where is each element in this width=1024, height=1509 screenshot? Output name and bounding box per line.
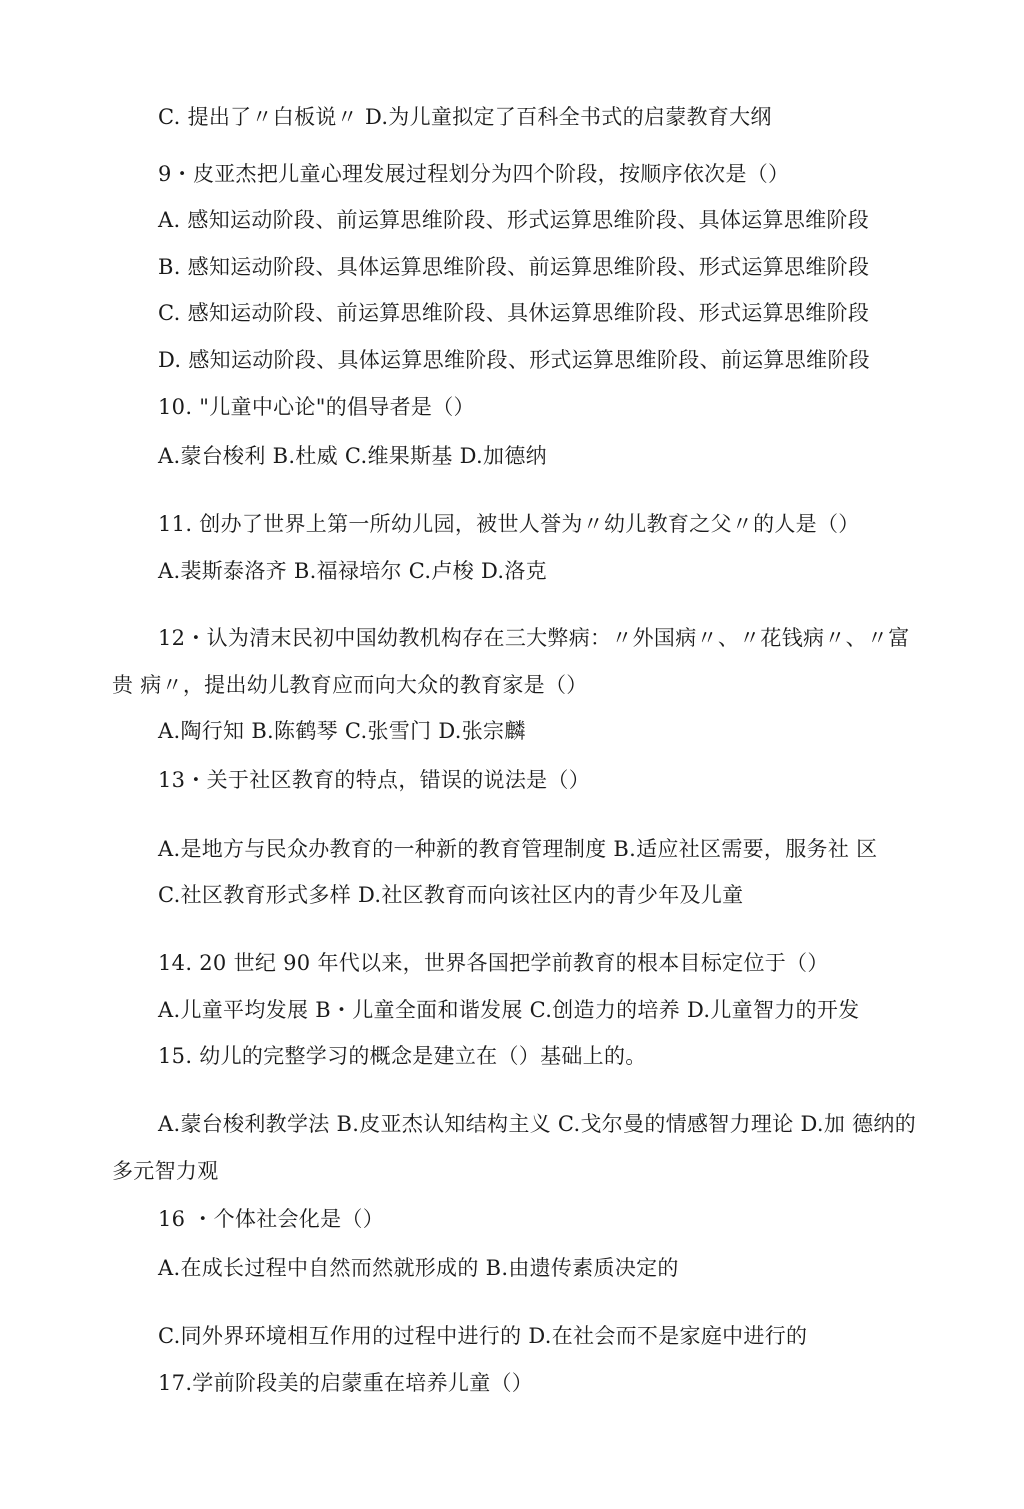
- option-line: C.社区教育形式多样 D.社区教育而向该社区内的青少年及儿童: [158, 883, 744, 907]
- option-line: C. 提出了〃白板说〃 D.为儿童拟定了百科全书式的启蒙教育大纲: [158, 105, 772, 129]
- option-line: A.蒙台梭利教学法 B.皮亚杰认知结构主义 C.戈尔曼的情感智力理论 D.加 德纳的: [158, 1112, 917, 1136]
- question-line: 15. 幼儿的完整学习的概念是建立在（）基础上的。: [158, 1044, 647, 1068]
- option-line: D. 感知运动阶段、具体运算思维阶段、形式运算思维阶段、前运算思维阶段: [158, 348, 870, 372]
- question-line: 14. 20 世纪 90 年代以来，世界各国把学前教育的根本目标定位于（）: [158, 951, 829, 975]
- question-line: 12・认为清末民初中国幼教机构存在三大弊病：〃外国病〃、〃花钱病〃、〃富: [158, 626, 910, 650]
- question-line: 9・皮亚杰把儿童心理发展过程划分为四个阶段，按顺序依次是（）: [158, 162, 790, 186]
- question-line: 16 ・个体社会化是（）: [158, 1207, 384, 1231]
- question-line: 10. "儿童中心论"的倡导者是（）: [158, 395, 475, 419]
- option-line: A.裴斯泰洛齐 B.福禄培尔 C.卢梭 D.洛克: [158, 559, 547, 583]
- option-line: A. 感知运动阶段、前运算思维阶段、形式运算思维阶段、具体运算思维阶段: [158, 208, 870, 232]
- option-line: A.蒙台梭利 B.杜威 C.维果斯基 D.加德纳: [158, 444, 547, 468]
- option-line: A.是地方与民众办教育的一种新的教育管理制度 B.适应社区需要，服务社 区: [158, 837, 878, 861]
- option-line: C. 感知运动阶段、前运算思维阶段、具休运算思维阶段、形式运算思维阶段: [158, 301, 870, 325]
- question-line: 贵 病〃，提出幼儿教育应而向大众的教育家是（）: [112, 673, 588, 697]
- option-line: 多元智力观: [112, 1159, 219, 1183]
- option-line: C.同外界环境相互作用的过程中进行的 D.在社会而不是家庭中进行的: [158, 1324, 808, 1348]
- question-line: 17.学前阶段美的启蒙重在培养儿童（）: [158, 1371, 534, 1395]
- option-line: A.在成长过程中自然而然就形成的 B.由遗传素质决定的: [158, 1256, 679, 1280]
- option-line: A.儿童平均发展 B・儿童全面和谐发展 C.创造力的培养 D.儿童智力的开发: [158, 998, 860, 1022]
- question-line: 13・关于社区教育的特点，错误的说法是（）: [158, 768, 591, 792]
- option-line: A.陶行知 B.陈鹤琴 C.张雪门 D.张宗麟: [158, 719, 526, 743]
- option-line: B. 感知运动阶段、具体运算思维阶段、前运算思维阶段、形式运算思维阶段: [158, 255, 870, 279]
- question-line: 11. 创办了世界上第一所幼儿园，被世人誉为〃幼儿教育之父〃的人是（）: [158, 512, 860, 536]
